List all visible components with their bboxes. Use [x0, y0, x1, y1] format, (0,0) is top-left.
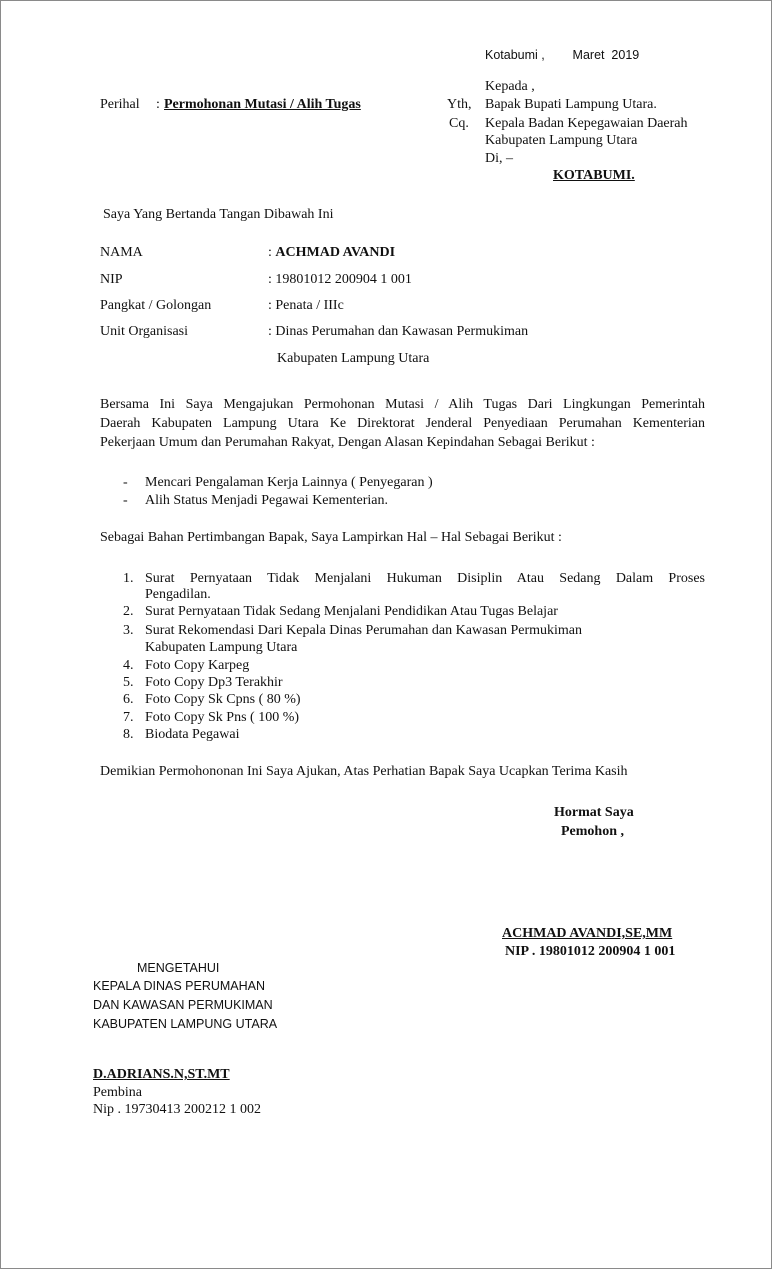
attachment-item-8: Biodata Pegawai — [145, 727, 240, 742]
list-number: 3. — [123, 623, 134, 638]
list-number: 4. — [123, 658, 134, 673]
list-number: 7. — [123, 710, 134, 725]
attachment-item-7: Foto Copy Sk Pns ( 100 %) — [145, 710, 300, 725]
di-label: Di, – — [485, 151, 513, 166]
list-number: 1. — [123, 571, 134, 586]
reason-item: Alih Status Menjadi Pegawai Kementerian. — [145, 493, 388, 508]
bullet-dash: - — [123, 493, 128, 508]
perihal-value: Permohonan Mutasi / Alih Tugas — [164, 97, 361, 112]
list-number: 5. — [123, 675, 134, 690]
approval-line-1: KEPALA DINAS PERUMAHAN — [93, 979, 266, 993]
field-value: : Penata / IIIc — [268, 298, 344, 313]
kepada-label: Kepada , — [485, 79, 535, 94]
applicant-nip: NIP . 19801012 200904 1 001 — [505, 944, 676, 959]
place-date: Kotabumi , Maret 2019 — [485, 48, 640, 62]
field-label: Pangkat / Golongan — [100, 298, 212, 313]
applicant-name: ACHMAD AVANDI,SE,MM — [502, 926, 673, 941]
list-number: 8. — [123, 727, 134, 742]
closing-text: Demikian Permohononan Ini Saya Ajukan, Atas Perhatian Bapak Saya Ucapkan Terima Kasih — [100, 764, 628, 779]
field-value: : 19801012 200904 1 001 — [268, 272, 412, 287]
field-value: : ACHMAD AVANDI — [268, 245, 396, 260]
body-line-3: Pekerjaan Umum dan Perumahan Rakyat, Dengan Alasan Kepindahan Sebagai Berikut : — [100, 435, 595, 450]
attachments-intro: Sebagai Bahan Pertimbangan Bapak, Saya Lampirkan Hal – Hal Sebagai Berikut : — [100, 530, 562, 545]
approval-heading: MENGETAHUI — [137, 961, 220, 975]
list-number: 6. — [123, 692, 134, 707]
attachment-item-3-cont: Kabupaten Lampung Utara — [145, 640, 298, 655]
city-name: KOTABUMI. — [553, 168, 635, 183]
field-value: : Dinas Perumahan dan Kawasan Permukiman — [268, 324, 529, 339]
field-label: NAMA — [100, 245, 143, 260]
addressee-line-2: Kepala Badan Kepegawaian Daerah — [485, 116, 688, 131]
field-label: NIP — [100, 272, 123, 287]
field-label: Unit Organisasi — [100, 324, 189, 339]
approver-name: D.ADRIANS.N,ST.MT — [93, 1067, 230, 1082]
addressee-line-1: Bapak Bupati Lampung Utara. — [485, 97, 657, 112]
list-number: 2. — [123, 604, 134, 619]
attachment-item-1: Surat Pernyataan Tidak Menjalani Hukuman Disiplin Atau Sedang Dalam Proses — [145, 571, 705, 586]
cq-label: Cq. — [449, 116, 469, 131]
attachment-item-1-cont: Pengadilan. — [145, 587, 211, 602]
signature-regards: Hormat Saya — [554, 805, 634, 820]
approver-nip: Nip . 19730413 200212 1 002 — [93, 1102, 261, 1117]
approval-line-2: DAN KAWASAN PERMUKIMAN — [93, 998, 273, 1012]
approval-line-3: KABUPATEN LAMPUNG UTARA — [93, 1017, 278, 1031]
signature-role: Pemohon , — [561, 824, 624, 839]
addressee-line-3: Kabupaten Lampung Utara — [485, 133, 638, 148]
unit-line-2: Kabupaten Lampung Utara — [277, 351, 430, 366]
attachment-item-4: Foto Copy Karpeg — [145, 658, 250, 673]
attachment-item-2: Surat Pernyataan Tidak Sedang Menjalani Pendidikan Atau Tugas Belajar — [145, 604, 558, 619]
bullet-dash: - — [123, 475, 128, 490]
intro-text: Saya Yang Bertanda Tangan Dibawah Ini — [103, 207, 334, 222]
yth-label: Yth, — [447, 97, 472, 112]
reason-item: Mencari Pengalaman Kerja Lainnya ( Penyegaran ) — [145, 475, 433, 490]
perihal-label: Perihal — [100, 97, 140, 112]
approver-rank: Pembina — [93, 1085, 142, 1100]
body-line-1: Bersama Ini Saya Mengajukan Permohonan Mutasi / Alih Tugas Dari Lingkungan Pemerintah — [100, 397, 705, 412]
body-line-2: Daerah Kabupaten Lampung Utara Ke Direktorat Jenderal Penyediaan Perumahan Kementerian — [100, 416, 705, 431]
attachment-item-6: Foto Copy Sk Cpns ( 80 %) — [145, 692, 301, 707]
attachment-item-5: Foto Copy Dp3 Terakhir — [145, 675, 283, 690]
perihal-colon: : — [156, 97, 160, 112]
attachment-item-3: Surat Rekomendasi Dari Kepala Dinas Perumahan dan Kawasan Permukiman — [145, 623, 582, 638]
